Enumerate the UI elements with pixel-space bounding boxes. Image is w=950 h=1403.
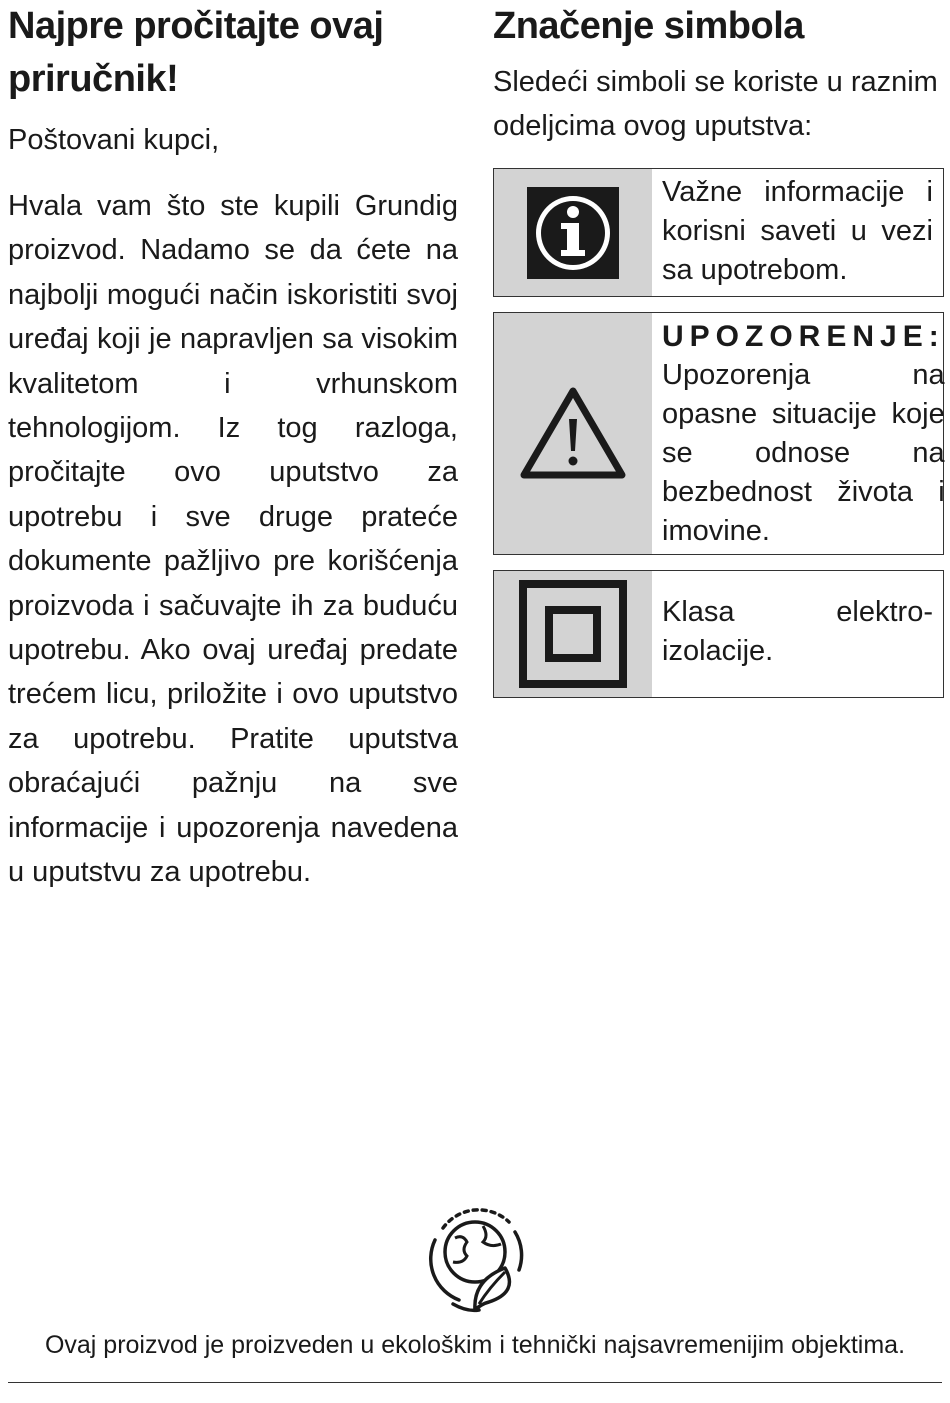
warning-title: UPOZORENJE: xyxy=(662,320,945,353)
warning-description: Upozorenja na opasne situacije koje se odnose na bezbednost života i imovine. xyxy=(662,359,945,547)
right-column xyxy=(493,0,945,667)
footer-divider xyxy=(8,1382,942,1383)
symbol-row-insulation xyxy=(493,570,944,698)
symbol-row-info xyxy=(493,168,944,297)
symbol-text-insulation: Klasa elektro-izolacije. xyxy=(662,596,933,667)
warning-triangle-icon xyxy=(494,313,652,554)
symbol-text-info: Važne informacije i korisni saveti u vezi sa upotrebom. xyxy=(662,176,933,286)
greeting: Poštovani kupci, xyxy=(8,124,220,156)
symbol-text-warning xyxy=(652,313,950,554)
page-title: Najpre pročitajte ovaj priručnik! xyxy=(8,5,384,100)
info-icon xyxy=(494,169,652,296)
eco-globe-leaf-icon xyxy=(423,1200,527,1316)
section-title: Značenje simbola xyxy=(493,5,804,47)
footer-note: Ovaj proizvod je proizveden u ekološkim i tehnički najsavremenijim objektima. xyxy=(44,1331,906,1359)
double-insulation-icon xyxy=(494,571,652,697)
symbols-intro: Sledeći simboli se koriste u raznim odeljcima ovog uputstva: xyxy=(493,66,938,142)
left-column xyxy=(8,0,458,895)
intro-paragraph: Hvala vam što ste kupili Grundig proizvod. Nadamo se da ćete na najbolji mogući način iskoristiti svoj uređaj koji je napravljen sa visokim kvalitetom i vrhunskom tehnologijom. Iz tog razloga, pročitajte ovo uputstvo za upotrebu i sve druge prateće dokumente pažljivo pre korišćenja proizvoda i sačuvajte ih za buduću upotrebu. Ako ovaj uređaj predate trećem licu, priložite i ovo uputstvo za upotrebu. Pratite uputstva obraćajući pažnju na sve informacije i upozorenja navedena u uputstvu za upotrebu. xyxy=(8,190,458,889)
symbol-row-warning xyxy=(493,312,944,555)
